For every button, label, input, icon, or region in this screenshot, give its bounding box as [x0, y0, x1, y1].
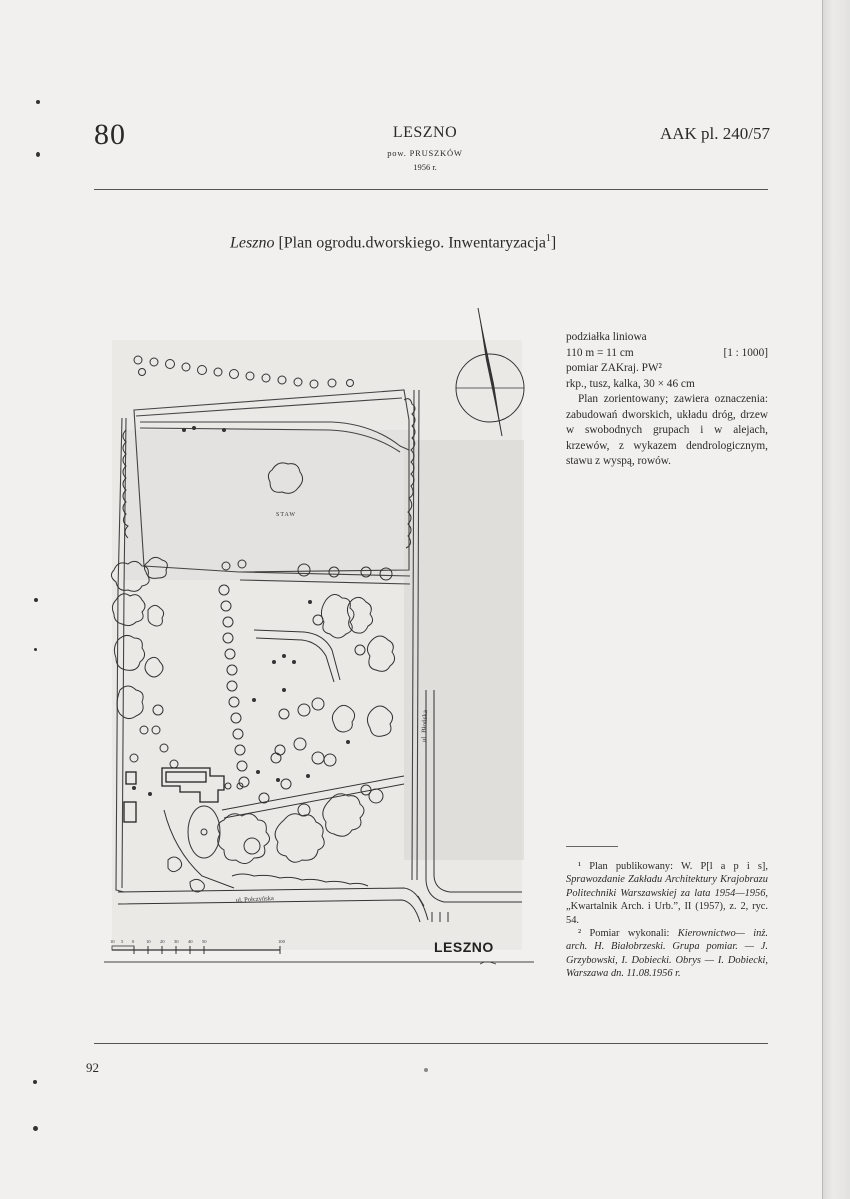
footnote-2	[566, 927, 768, 981]
footnote-2-prefix: ² Pomiar wykonali:	[578, 928, 678, 940]
header-district: pow. PRUSZKÓW	[387, 148, 463, 158]
plate-title	[230, 233, 556, 252]
title-close: ]	[550, 234, 557, 252]
binding-edge	[822, 0, 850, 1199]
title-place: Leszno	[230, 234, 275, 252]
title-footnote-mark: 1	[545, 233, 551, 244]
caption-description: Plan zorientowany; zawiera oznaczenia: zabudowań dworskich, układu dróg, drzew w swobodnych grupach i w alejach, krzewów, z wykazem dendrologicznym, stawu z wyspą, rowów.	[566, 393, 768, 467]
scan-speck	[424, 1068, 428, 1072]
road-label-right: ul. Błońska	[420, 709, 430, 743]
caption-scale-row	[566, 346, 768, 362]
scale-tick-label: 5	[121, 939, 124, 944]
header-place: LESZNO	[392, 124, 458, 141]
caption-scale-ratio: [1 : 1000]	[723, 346, 768, 359]
scale-tick-label: 30	[174, 939, 179, 944]
pond-label: STAW	[276, 512, 297, 518]
scale-tick-label: 100	[278, 939, 285, 944]
footnote-1-title: Sprawozdanie Zakładu Architektury Krajobrazu Politechniki Warszawskiej za lata 1954—1956,	[566, 874, 768, 899]
scan-speck	[34, 598, 38, 602]
caption-survey: pomiar ZAKraj. PW²	[566, 362, 662, 374]
entry-number: 80	[94, 118, 126, 151]
header-rule	[94, 189, 768, 190]
header-center	[320, 124, 530, 172]
title-text: [Plan ogrodu.dworskiego. Inwentaryzacja	[274, 234, 546, 252]
footnote-1-prefix: ¹ Plan publikowany: W. P[l a p i s],	[578, 861, 768, 872]
catalog-code: AAK pl. 240/57	[659, 124, 770, 143]
footnote-1	[566, 860, 768, 927]
footnote-rule	[566, 846, 618, 847]
scan-speck	[34, 648, 37, 651]
footnote-1-suffix: „Kwartalnik Arch. i Urb.”, II (1957), z. 2, ryc. 54.	[566, 901, 768, 926]
scan-speck	[33, 1080, 37, 1084]
scan-speck	[36, 152, 40, 157]
footer-rule	[94, 1043, 768, 1044]
header-year: 1956 r.	[413, 162, 437, 172]
north-arrow	[446, 300, 536, 440]
scan-speck	[36, 100, 40, 104]
map-place-label: LESZNO	[434, 939, 494, 955]
scale-tick-label: 0	[132, 939, 135, 944]
binding-edge-line	[822, 0, 823, 1199]
scale-tick-label: 10	[110, 939, 115, 944]
plate-caption	[566, 330, 768, 470]
scan-speck	[33, 1126, 38, 1131]
caption-medium: rkp., tusz, kalka, 30 × 46 cm	[566, 377, 695, 390]
scale-tick-label: 50	[202, 939, 207, 944]
scale-tick-label: 10	[146, 939, 151, 944]
caption-scale-type: podziałka liniowa	[566, 331, 647, 343]
scale-tick-label: 20	[160, 939, 165, 944]
footnotes	[566, 860, 768, 981]
page-number: 92	[86, 1060, 99, 1075]
scale-tick-label: 40	[188, 939, 193, 944]
caption-scale-value: 110 m = 11 cm	[566, 346, 634, 359]
footnote-2-text: Kierownictwo— inż. arch. H. Białobrzeski. Grupa pomiar. — J. Grzybowski, I. Dobiecki. Obrys — I. Dobiecki, Warszawa dn. 11.08.1956 r.	[566, 928, 769, 980]
road-label-bottom: ul. Połczyńska	[235, 895, 274, 904]
